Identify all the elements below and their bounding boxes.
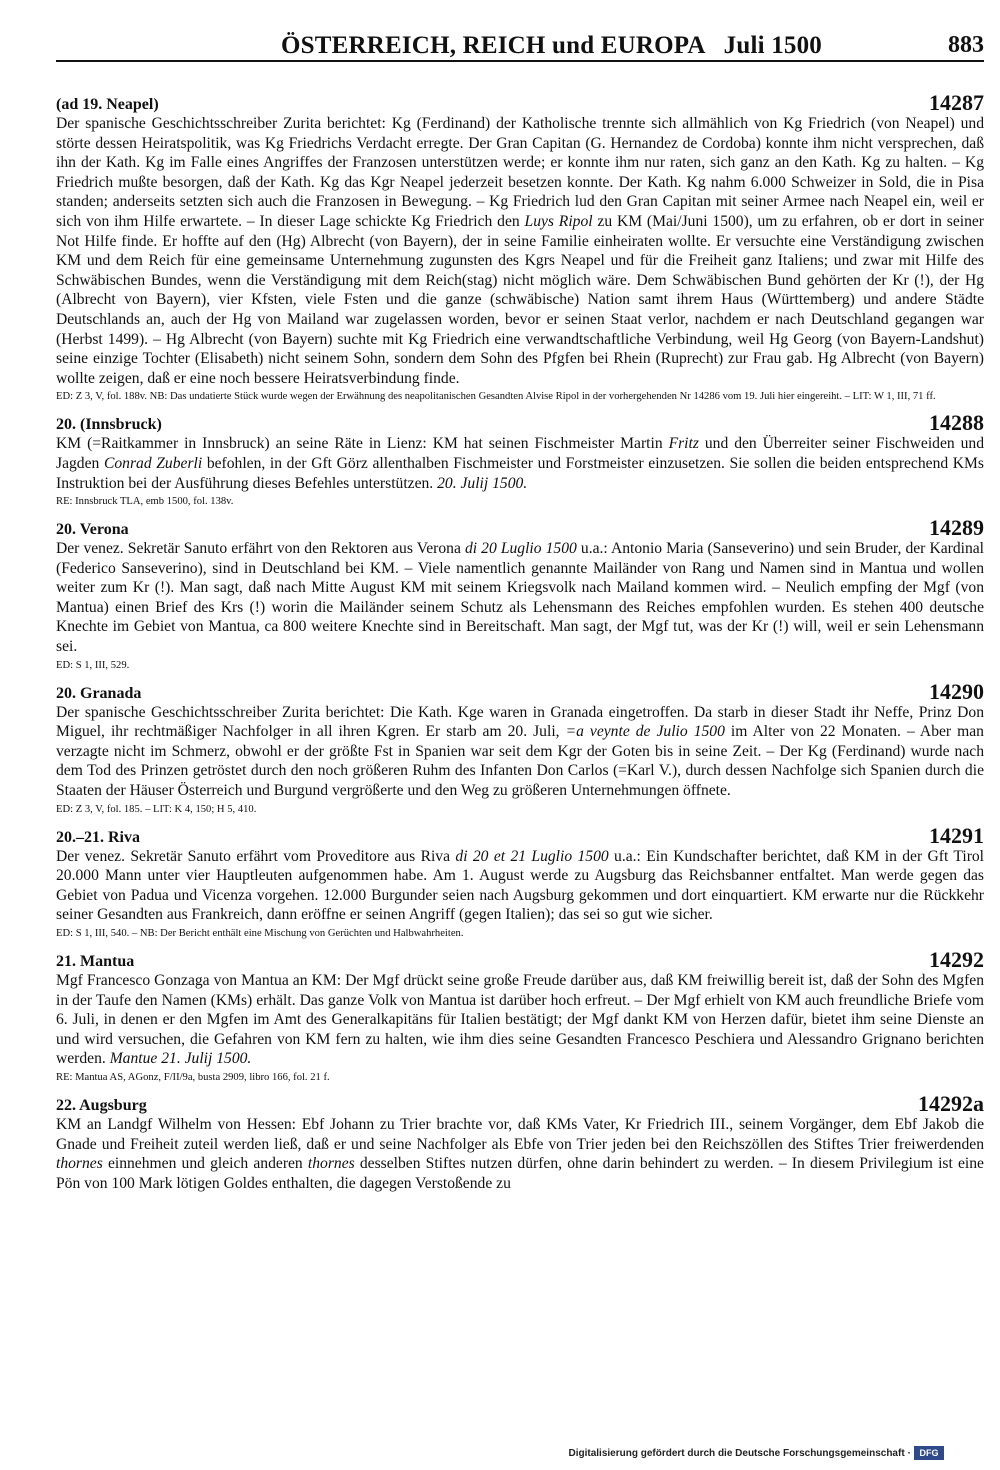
entry-number: 14289 bbox=[929, 515, 984, 541]
entry-body-italic: di 20 Luglio 1500 bbox=[464, 540, 577, 558]
entry-body-text: Der spanische Geschichtsschreiber Zurita berichtet: Die Kath. Kge waren in Granada eingetroffen. Da starb in dieser Stadt ihr Neffe, Prinz Don Miguel, ihr rechtmäßiger Nachfolger in all ihren Kgren. Er starb am 20. Juli, bbox=[56, 703, 984, 741]
entry-date-place: 20. Granada bbox=[56, 684, 142, 702]
entry-reference: ED: Z 3, V, fol. 188v. NB: Das undatierte Stück wurde wegen der Erwähnung des neapolitanischen Gesandten Alvise Ripol in der vorhergehenden Nr 14286 vom 19. Juli hier eingereiht. – LIT: W 1, III, 71 ff. bbox=[56, 391, 936, 403]
running-head bbox=[56, 0, 984, 62]
entry-reference: ED: Z 3, V, fol. 185. – LIT: K 4, 150; H 5, 410. bbox=[56, 803, 257, 815]
entry-date-place: 20. (Innsbruck) bbox=[56, 416, 162, 434]
entry-body bbox=[56, 703, 984, 801]
entry-body bbox=[56, 847, 984, 925]
entry-number: 14287 bbox=[929, 90, 984, 115]
entry-header bbox=[56, 1090, 984, 1116]
entry-body bbox=[56, 971, 984, 1069]
entry-body bbox=[56, 539, 984, 657]
entry-body-text: und den Überreiter seiner Fischweiden und Jagden bbox=[56, 435, 985, 472]
entry-body-text: zu KM (Mai/Juni 1500), um zu erfahren, ob er dort in seiner Not Hilfe finde. Er hoffte auf den (Hg) Albrecht (von Bayern), der in seine Familie einheiraten wollte. Er versuchte eine Verständigung zwischen KM und dem Reich für eine gemeinsame Unternehmung zugunsten des Kgrs Neapel und für die Freiheit ganz Italiens; und zwar mit Hilfe des Schwäbischen Bundes, wenn die Verständigung mit dem Reich(stag) nicht möglich wäre. Dem Schwäbischen Bund gehörten der Kr (!), der Hg (Albrecht von Bayern), vier Kfsten, viele Fsten und die ganze (schwäbische) Nation samt ihrem Haus (Württemberg) und andere Städte Deutschlands an, auch der Hg von Mailand war zugelassen worden, bevor er seinen Staat verlor, nachdem er nach Deutschland gegangen war (Herbst 1499). – Hg Albrecht (von Bayern) suchte mit Kg Friedrich eine verwandtschaftliche Verbindung, weil Hg Georg (von Bayern-Landshut) seine einzige Tochter (Elisabeth) nicht seinem Sohn, sondern dem Sohn des Pfgfen bei Rhein (Ruprecht) zur Frau gab. Hg Albrecht (von Bayern) wollte zeigen, daß er eine noch bessere Heiratsverbindung finde. bbox=[56, 212, 984, 387]
entry-header bbox=[56, 678, 984, 704]
entry-body-text: Der venez. Sekretär Sanuto erfährt von den Rektoren aus Verona bbox=[56, 540, 465, 558]
regest-entry bbox=[56, 412, 984, 509]
entry-date-place: 22. Augsburg bbox=[56, 1096, 147, 1114]
regest-entry bbox=[56, 678, 984, 817]
entry-list bbox=[56, 92, 984, 1193]
footer-credit bbox=[568, 1446, 944, 1460]
regest-entry bbox=[56, 822, 985, 941]
entry-reference: RE: Mantua AS, AGonz, F/II/9a, busta 2909, libro 166, fol. 21 f. bbox=[56, 1071, 330, 1083]
entry-body-italic: Mantue 21. Julij 1500. bbox=[109, 1050, 252, 1068]
entry-body-text: u.a.: Ein Kundschafter berichtet, daß KM in der Gft Tirol 20.000 Mann unter vier Hauptleuten aufgenommen habe. Am 1. August werde zu Augsburg das Reichsbanner entfaltet. Man werde gegen das Gebiet von Padua und Vicenza vorgehen. 12.000 Burgunder seien nach Augsburg gekommen und dort einquartiert. KM erwarte nur die Rückkehr seiner Gesandten aus Frankreich, dann eröffne er seinen Angriff (gegen Italien); das sei so gut wie sicher. bbox=[56, 847, 985, 924]
entry-header bbox=[56, 949, 984, 971]
entry-number: 14291 bbox=[929, 822, 984, 848]
entry-reference: ED: S 1, III, 529. bbox=[56, 659, 130, 671]
entry-body-italic: Luys Ripol bbox=[524, 212, 593, 230]
entry-body-text: einnehmen und gleich anderen bbox=[102, 1155, 308, 1173]
entry-body-italic: =a veynte de Julio 1500 bbox=[565, 723, 725, 741]
entry-body-italic: Conrad Zuberli bbox=[103, 454, 203, 472]
entry-body-text: KM an Landgf Wilhelm von Hessen: Ebf Johann zu Trier brachte vor, daß KMs Vater, Kr Friedrich III., seinem Vorgänger, dem Ebf Jakob die Gnade und Freiheit zuteil werden ließ, daß er und seine Nachfolger als Ebfe von Trier jeden bei den Reichszöllen des Stiftes Trier freiwerdenden bbox=[56, 1115, 984, 1153]
entry-header bbox=[56, 822, 984, 848]
entry-body-italic: 20. Julij 1500. bbox=[437, 474, 528, 492]
entry-body-italic: thornes bbox=[307, 1155, 355, 1173]
entry-body-text: desselben Stiftes nutzen dürfen, ohne darin behindert zu werden. – In diesem Privilegium ist eine Pön von 100 Mark lötigen Goldes enthalten, die dagegen Verstoßende zu bbox=[56, 1155, 984, 1192]
entry-reference: ED: S 1, III, 540. – NB: Der Bericht enthält eine Mischung von Gerüchten und Halbwahrheiten. bbox=[56, 928, 464, 939]
entry-body-text: u.a.: Antonio Maria (Sanseverino) und sein Bruder, der Kardinal (Federico Sanseverino), sind in Deutschland bei KM. – Viele namentlich genannte Mailänder von Rang und Namen sind in Mantua und wollen weiter zum Kr (!). Man sagt, daß nach Mitte August KM mit seinem Kriegsvolk nach Mailand kommen wird. – Neulich empfing der Mgf (von Mantua) einen Brief des Krs (!) worin die Mailänder seinem Schutz als Lehensmann des Reiches empfohlen wurden. Es stehen 400 deutsche Knechte im Gebiet von Mantua, ca 800 weitere Knechte sind in Bereitschaft. Man sagt, der Mgf tut, was der Kr (!) will, weil er sein Lehensmann sei. bbox=[56, 540, 985, 656]
entry-body bbox=[56, 434, 984, 493]
entry-number: 14292 bbox=[929, 947, 984, 972]
entry-header bbox=[56, 92, 984, 114]
entry-body-text: im Alter von 22 Monaten. – Aber man verzagte nicht im Schmerz, obwohl er der größte Fst in Spanien war seit dem Kgr der Goten bis in seine Zeit. – Der Kg (Ferdinand) wurde nach dem Tod des Prinzen getröstet durch den noch größeren Ruhm des Infanten Don Carlos (=Karl V.), durch dessen Nachfolge sich Spanien durch die Staaten der Häuser Österreich und Burgund vergrößerte und den Weg zu größeren Unternehmungen öffnete. bbox=[56, 723, 984, 800]
entry-number: 14290 bbox=[929, 678, 984, 704]
entry-body bbox=[56, 1115, 984, 1193]
page-number: 883 bbox=[948, 32, 984, 58]
entry-body-text: befohlen, in der Gft Görz allenthalben Fischmeister und Forstmeister einzusetzen. Sie sollen die beiden entsprechend KMs Instruktion bei der Ausführung dieses Befehles unterstützen. bbox=[56, 454, 984, 492]
entry-body-text: KM (=Raitkammer in Innsbruck) an seine Räte in Lienz: KM hat seinen Fischmeister Martin bbox=[56, 435, 669, 453]
entry-body-italic: thornes bbox=[56, 1155, 103, 1173]
entry-date-place: 21. Mantua bbox=[56, 953, 135, 970]
entry-date-place: 20. Verona bbox=[56, 521, 129, 539]
entry-body-italic: Fritz bbox=[668, 435, 699, 453]
entry-body-text: Der venez. Sekretär Sanuto erfährt vom Proveditore aus Riva bbox=[56, 847, 456, 865]
regest-entry bbox=[56, 517, 984, 673]
credit-separator: · bbox=[907, 1447, 911, 1459]
entry-number: 14292a bbox=[918, 1090, 984, 1116]
entry-body bbox=[56, 114, 984, 388]
entry-number: 14288 bbox=[929, 410, 984, 436]
entry-body-italic: di 20 et 21 Luglio 1500 bbox=[455, 847, 609, 865]
dfg-logo-icon: DFG bbox=[914, 1446, 944, 1460]
regest-entry bbox=[56, 949, 984, 1085]
entry-header bbox=[56, 517, 984, 539]
regest-entry bbox=[56, 1090, 984, 1193]
regest-entry bbox=[56, 92, 984, 404]
entry-date-place: 20.–21. Riva bbox=[56, 828, 140, 846]
entry-body-text: Der spanische Geschichtsschreiber Zurita berichtet: Kg (Ferdinand) der Katholische trennte sich allmählich von Kg Friedrich (von Neapel) und störte dessen Heiratspolitik, was Kg Friedrichs Verdacht erregte. Der Gran Capitan (G. Hernandez de Cordoba) konnte ihm nicht versprechen, daß ihn der Kath. Kg im Falle eines Angriffes der Franzosen unterstützen werde; er konnte ihm nur raten, sich ganz an den Kath. Kg zu halten. – Kg Friedrich mußte besorgen, daß der Kath. Kg das Kgr Neapel jederzeit besetzen konnte. Der Kath. Kg nahm 6.000 Schweizer in Sold, die in Pisa standen; anderseits setzten sich auch die Franzosen in Bewegung. – Kg Friedrich lud den Gran Capitan mit seiner Armee nach Neapel ein, weil er sich von ihm Hilfe erwartete. – In dieser Lage schickte Kg Friedrich den bbox=[56, 115, 984, 230]
entry-header bbox=[56, 412, 984, 434]
entry-date-place: (ad 19. Neapel) bbox=[56, 96, 159, 113]
document-page bbox=[56, 0, 984, 1201]
entry-body-text: Mgf Francesco Gonzaga von Mantua an KM: Der Mgf drückt seine große Freude darüber aus, daß KM freiwillig bereit ist, daß der Sohn des Mgfen in der Taufe den Namen (KMs) erhält. Das ganze Volk von Mantua ist darüber hoch erfreut. – Der Mgf erhielt von KM auch freundliche Briefe vom 6. Juli, in denen er den Mgfen im Amt des Generalkapitäns für Italien bestätigt; der Mgf dankt KM von Herzen dafür, bietet ihm seine Dienste an und wird versuchen, die Gefahren von KM fern zu halten, wie ihm dies seine Gesandten Francesco Peschiera und Alessandro Grignano berichten werden. bbox=[56, 972, 984, 1068]
credit-text: Digitalisierung gefördert durch die Deutsche Forschungsgemeinschaft bbox=[568, 1447, 905, 1459]
page-title: ÖSTERREICH, REICH und EUROPA Juli 1500 bbox=[281, 32, 822, 59]
entry-reference: RE: Innsbruck TLA, emb 1500, fol. 138v. bbox=[56, 496, 234, 508]
